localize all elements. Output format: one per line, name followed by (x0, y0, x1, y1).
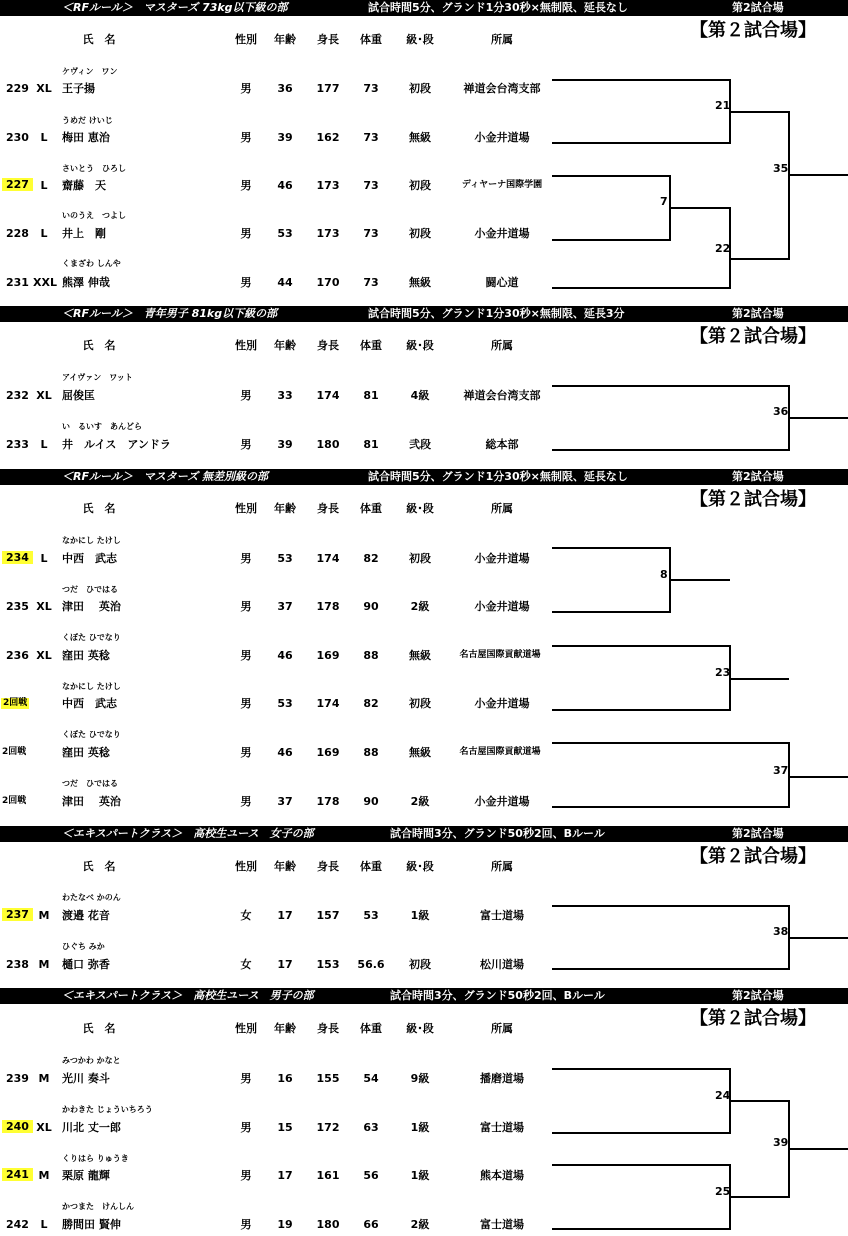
header-age: 年齢 (274, 339, 296, 352)
competitor-name: 渡邉 花音 (62, 909, 110, 922)
affiliation: 名古屋国際貢献道場 (459, 650, 541, 660)
age: 46 (277, 179, 293, 192)
competitor-name: 窪田 英稔 (62, 746, 110, 759)
header-affiliation: 所属 (491, 339, 513, 352)
uniform-size: XL (36, 82, 52, 95)
division-title: ＜エキスパートクラス＞ 高校生ユース 女子の部 (62, 827, 314, 840)
header-gender: 性別 (235, 33, 257, 46)
match-rules: 試合時間5分、グランド1分30秒×無制限、延長なし (368, 470, 628, 483)
entry-number-highlighted: 237 (2, 908, 33, 921)
competitor-name: 光川 奏斗 (62, 1072, 110, 1085)
uniform-size: M (38, 1072, 50, 1085)
bracket-line (730, 1101, 789, 1197)
uniform-size: L (40, 438, 48, 451)
header-name: 氏 名 (82, 339, 116, 352)
header-height: 身長 (317, 339, 339, 352)
height: 161 (316, 1169, 340, 1182)
name-furigana: いのうえ つよし (62, 211, 126, 220)
name-furigana: うめだ けいじ (62, 116, 113, 125)
venue-banner: 【第２試合場】 (690, 326, 816, 347)
match-number: 38 (773, 925, 789, 938)
competitor-name: 中西 武志 (62, 552, 117, 565)
age: 53 (277, 697, 293, 710)
height: 174 (316, 389, 340, 402)
header-height: 身長 (317, 1022, 339, 1035)
name-furigana: つだ ひではる (62, 779, 118, 788)
round-label: 2回戦 (2, 796, 27, 806)
age: 19 (277, 1218, 293, 1231)
age: 37 (277, 795, 293, 808)
rank: 初段 (409, 82, 431, 95)
header-height: 身長 (317, 33, 339, 46)
header-weight: 体重 (360, 339, 382, 352)
affiliation: 名古屋国際貢献道場 (459, 747, 541, 757)
rank: 無級 (409, 276, 431, 289)
age: 16 (277, 1072, 293, 1085)
affiliation: 富士道場 (480, 1121, 524, 1134)
competitor-name: 勝間田 賢伸 (62, 1218, 121, 1231)
competitor-name: 王子揚 (62, 82, 95, 95)
height: 169 (316, 746, 340, 759)
age: 39 (277, 438, 293, 451)
name-furigana: つだ ひではる (62, 585, 118, 594)
uniform-size: XL (36, 649, 52, 662)
affiliation: 闘心道 (485, 276, 519, 289)
competitor-name: 井上 剛 (62, 227, 106, 240)
header-affiliation: 所属 (491, 502, 513, 515)
bracket-line (552, 386, 789, 450)
name-furigana: くぼた ひでなり (62, 730, 121, 739)
rank: 2級 (410, 600, 430, 613)
bracket-line (552, 176, 670, 240)
header-age: 年齢 (274, 860, 296, 873)
name-furigana: さいとう ひろし (62, 164, 126, 173)
bracket-line (552, 208, 730, 288)
header-age: 年齢 (274, 1022, 296, 1035)
name-furigana: ケヴィン ワン (62, 67, 118, 76)
affiliation: 松川道場 (480, 958, 524, 971)
height: 180 (316, 438, 340, 451)
entry-number: 232 (6, 389, 29, 402)
height: 174 (316, 552, 340, 565)
name-furigana: い るいす あんどら (62, 422, 142, 431)
age: 17 (277, 1169, 293, 1182)
rank: 1級 (410, 1169, 430, 1182)
age: 37 (277, 600, 293, 613)
name-furigana: ひぐち みか (62, 942, 105, 951)
uniform-size: XL (36, 1121, 52, 1134)
gender: 男 (240, 227, 252, 240)
venue-banner: 【第２試合場】 (690, 1008, 816, 1029)
gender: 男 (240, 746, 252, 759)
name-furigana: なかにし たけし (62, 536, 121, 545)
name-furigana: なかにし たけし (62, 682, 121, 691)
bracket-line (552, 548, 670, 612)
name-furigana: わたなべ かのん (62, 893, 121, 902)
uniform-size: XXL (33, 276, 57, 289)
header-gender: 性別 (235, 339, 257, 352)
gender: 男 (240, 649, 252, 662)
height: 173 (316, 227, 340, 240)
weight: 82 (363, 697, 379, 710)
rank: 1級 (410, 1121, 430, 1134)
affiliation: 小金井道場 (474, 795, 530, 808)
entry-number: 242 (6, 1218, 29, 1231)
round-label-highlighted: 2回戦 (3, 698, 28, 708)
uniform-size: L (40, 552, 48, 565)
header-gender: 性別 (235, 1022, 257, 1035)
competitor-name: 窪田 英稔 (62, 649, 110, 662)
gender: 男 (240, 1218, 252, 1231)
bracket-line (552, 646, 730, 710)
gender: 男 (240, 82, 252, 95)
name-furigana: みつかわ かなと (62, 1056, 121, 1065)
height: 178 (316, 600, 340, 613)
division-title: ＜RFルール＞ マスターズ 73kg以下級の部 (62, 1, 288, 14)
competitor-name: 樋口 弥香 (62, 958, 110, 971)
uniform-size: XL (36, 389, 52, 402)
weight: 81 (363, 438, 379, 451)
rank: 初段 (409, 958, 431, 971)
header-weight: 体重 (360, 502, 382, 515)
bracket-line (552, 1165, 730, 1229)
uniform-size: M (38, 958, 50, 971)
entry-number-highlighted: 227 (2, 178, 33, 191)
age: 39 (277, 131, 293, 144)
rank: 2級 (410, 1218, 430, 1231)
weight: 53 (363, 909, 379, 922)
gender: 女 (240, 958, 252, 971)
match-number: 36 (773, 405, 789, 418)
division-title: ＜RFルール＞ マスターズ 無差別級の部 (62, 470, 269, 483)
affiliation: 禅道会台湾支部 (463, 389, 541, 402)
rank: 2級 (410, 795, 430, 808)
division-title: ＜RFルール＞ 青年男子 81kg以下級の部 (62, 307, 278, 320)
uniform-size: L (40, 1218, 48, 1231)
match-number: 22 (715, 242, 731, 255)
rank: 初段 (409, 697, 431, 710)
rank: 無級 (409, 746, 431, 759)
affiliation: 播磨道場 (480, 1072, 524, 1085)
venue-banner: 【第２試合場】 (690, 846, 816, 867)
rank: 1級 (410, 909, 430, 922)
venue-label: 第2試合場 (732, 1, 784, 14)
weight: 73 (363, 276, 379, 289)
weight: 66 (363, 1218, 379, 1231)
rank: 初段 (409, 179, 431, 192)
rank: 無級 (409, 649, 431, 662)
affiliation: 小金井道場 (474, 697, 530, 710)
gender: 男 (240, 389, 252, 402)
gender: 男 (240, 131, 252, 144)
entry-number: 235 (6, 600, 29, 613)
competitor-name: 梅田 恵治 (62, 131, 110, 144)
gender: 男 (240, 552, 252, 565)
affiliation: 小金井道場 (474, 600, 530, 613)
uniform-size: L (40, 131, 48, 144)
age: 53 (277, 552, 293, 565)
name-furigana: くぼた ひでなり (62, 633, 121, 642)
bracket-line (552, 80, 730, 143)
weight: 90 (363, 600, 379, 613)
gender: 男 (240, 697, 252, 710)
venue-label: 第2試合場 (732, 307, 784, 320)
match-number: 21 (715, 99, 731, 112)
name-furigana: くまざわ しんや (62, 259, 121, 268)
match-rules: 試合時間3分、グランド50秒2回、Bルール (390, 827, 605, 840)
height: 178 (316, 795, 340, 808)
weight: 82 (363, 552, 379, 565)
bracket-line (730, 112, 789, 259)
header-age: 年齢 (274, 502, 296, 515)
age: 53 (277, 227, 293, 240)
venue-banner: 【第２試合場】 (690, 20, 816, 41)
affiliation: 小金井道場 (474, 227, 530, 240)
rank: 初段 (409, 227, 431, 240)
affiliation: 富士道場 (480, 1218, 524, 1231)
uniform-size: M (38, 1169, 50, 1182)
age: 46 (277, 746, 293, 759)
affiliation: 総本部 (485, 438, 519, 451)
entry-number: 230 (6, 131, 29, 144)
round-label: 2回戦 (2, 747, 27, 757)
gender: 男 (240, 1072, 252, 1085)
competitor-name: 川北 丈一郎 (62, 1121, 121, 1134)
bracket-line (552, 743, 789, 807)
header-rank: 級･段 (406, 1022, 434, 1035)
name-furigana: くりはら りゅうき (62, 1154, 129, 1163)
name-furigana: アイヴァン ワット (62, 373, 133, 382)
competitor-name: 津田 英治 (62, 795, 121, 808)
height: 170 (316, 276, 340, 289)
uniform-size: L (40, 227, 48, 240)
venue-label: 第2試合場 (732, 470, 784, 483)
header-name: 氏 名 (82, 502, 116, 515)
rank: 弐段 (409, 438, 431, 451)
competitor-name: 屈俊匡 (62, 389, 95, 402)
weight: 56.6 (357, 958, 385, 971)
match-number: 23 (715, 666, 731, 679)
height: 157 (316, 909, 340, 922)
uniform-size: XL (36, 600, 52, 613)
uniform-size: L (40, 179, 48, 192)
header-gender: 性別 (235, 502, 257, 515)
header-height: 身長 (317, 502, 339, 515)
venue-label: 第2試合場 (732, 827, 784, 840)
header-weight: 体重 (360, 860, 382, 873)
header-rank: 級･段 (406, 339, 434, 352)
match-number: 37 (773, 764, 789, 777)
weight: 90 (363, 795, 379, 808)
header-rank: 級･段 (406, 33, 434, 46)
entry-number: 231 (6, 276, 29, 289)
height: 174 (316, 697, 340, 710)
match-number: 24 (715, 1089, 731, 1102)
header-height: 身長 (317, 860, 339, 873)
rank: 初段 (409, 552, 431, 565)
venue-banner: 【第２試合場】 (690, 489, 816, 510)
affiliation: 禅道会台湾支部 (463, 82, 541, 95)
header-weight: 体重 (360, 33, 382, 46)
header-name: 氏 名 (82, 1022, 116, 1035)
entry-number: 238 (6, 958, 29, 971)
competitor-name: 栗原 龍輝 (62, 1169, 110, 1182)
entry-number: 228 (6, 227, 29, 240)
entry-number-highlighted: 241 (2, 1168, 33, 1181)
match-rules: 試合時間3分、グランド50秒2回、Bルール (390, 989, 605, 1002)
match-number: 7 (660, 195, 668, 208)
gender: 男 (240, 179, 252, 192)
bracket-line (552, 1069, 730, 1133)
division-title: ＜エキスパートクラス＞ 高校生ユース 男子の部 (62, 989, 314, 1002)
age: 15 (277, 1121, 293, 1134)
age: 33 (277, 389, 293, 402)
gender: 男 (240, 1121, 252, 1134)
match-number: 25 (715, 1185, 731, 1198)
header-weight: 体重 (360, 1022, 382, 1035)
match-number: 8 (660, 568, 668, 581)
gender: 男 (240, 276, 252, 289)
weight: 54 (363, 1072, 379, 1085)
weight: 73 (363, 179, 379, 192)
affiliation: 富士道場 (480, 909, 524, 922)
header-affiliation: 所属 (491, 860, 513, 873)
weight: 88 (363, 746, 379, 759)
gender: 男 (240, 795, 252, 808)
competitor-name: 熊澤 伸哉 (62, 276, 110, 289)
header-affiliation: 所属 (491, 1022, 513, 1035)
weight: 56 (363, 1169, 379, 1182)
affiliation: 小金井道場 (474, 131, 530, 144)
age: 36 (277, 82, 293, 95)
header-affiliation: 所属 (491, 33, 513, 46)
gender: 男 (240, 1169, 252, 1182)
height: 177 (316, 82, 340, 95)
match-rules: 試合時間5分、グランド1分30秒×無制限、延長なし (368, 1, 628, 14)
affiliation: ディヤーナ国際学園 (461, 180, 543, 190)
competitor-name: 齋藤 天 (62, 179, 106, 192)
entry-number-highlighted: 240 (2, 1120, 33, 1133)
affiliation: 小金井道場 (474, 552, 530, 565)
entry-number: 236 (6, 649, 29, 662)
weight: 63 (363, 1121, 379, 1134)
age: 17 (277, 909, 293, 922)
gender: 男 (240, 438, 252, 451)
entry-number: 229 (6, 82, 29, 95)
gender: 女 (240, 909, 252, 922)
age: 17 (277, 958, 293, 971)
uniform-size: M (38, 909, 50, 922)
competitor-name: 中西 武志 (62, 697, 117, 710)
height: 172 (316, 1121, 340, 1134)
weight: 73 (363, 227, 379, 240)
match-number: 35 (773, 162, 789, 175)
affiliation: 熊本道場 (480, 1169, 524, 1182)
rank: 4級 (410, 389, 430, 402)
gender: 男 (240, 600, 252, 613)
header-age: 年齢 (274, 33, 296, 46)
entry-number-highlighted: 234 (2, 551, 33, 564)
rank: 無級 (409, 131, 431, 144)
header-name: 氏 名 (82, 33, 116, 46)
weight: 81 (363, 389, 379, 402)
entry-number: 239 (6, 1072, 29, 1085)
entry-number: 233 (6, 438, 29, 451)
name-furigana: かつまた けんしん (62, 1202, 134, 1211)
age: 44 (277, 276, 293, 289)
match-rules: 試合時間5分、グランド1分30秒×無制限、延長3分 (368, 307, 625, 320)
height: 169 (316, 649, 340, 662)
bracket-line (552, 906, 789, 969)
weight: 73 (363, 82, 379, 95)
rank: 9級 (410, 1072, 430, 1085)
match-number: 39 (773, 1136, 789, 1149)
age: 46 (277, 649, 293, 662)
height: 153 (316, 958, 340, 971)
name-furigana: かわきた じょういちろう (62, 1105, 153, 1114)
venue-label: 第2試合場 (732, 989, 784, 1002)
height: 173 (316, 179, 340, 192)
weight: 73 (363, 131, 379, 144)
header-name: 氏 名 (82, 860, 116, 873)
height: 180 (316, 1218, 340, 1231)
header-gender: 性別 (235, 860, 257, 873)
competitor-name: 井 ルイス アンドラ (62, 438, 171, 451)
header-rank: 級･段 (406, 860, 434, 873)
header-rank: 級･段 (406, 502, 434, 515)
height: 162 (316, 131, 340, 144)
competitor-name: 津田 英治 (62, 600, 121, 613)
weight: 88 (363, 649, 379, 662)
height: 155 (316, 1072, 340, 1085)
